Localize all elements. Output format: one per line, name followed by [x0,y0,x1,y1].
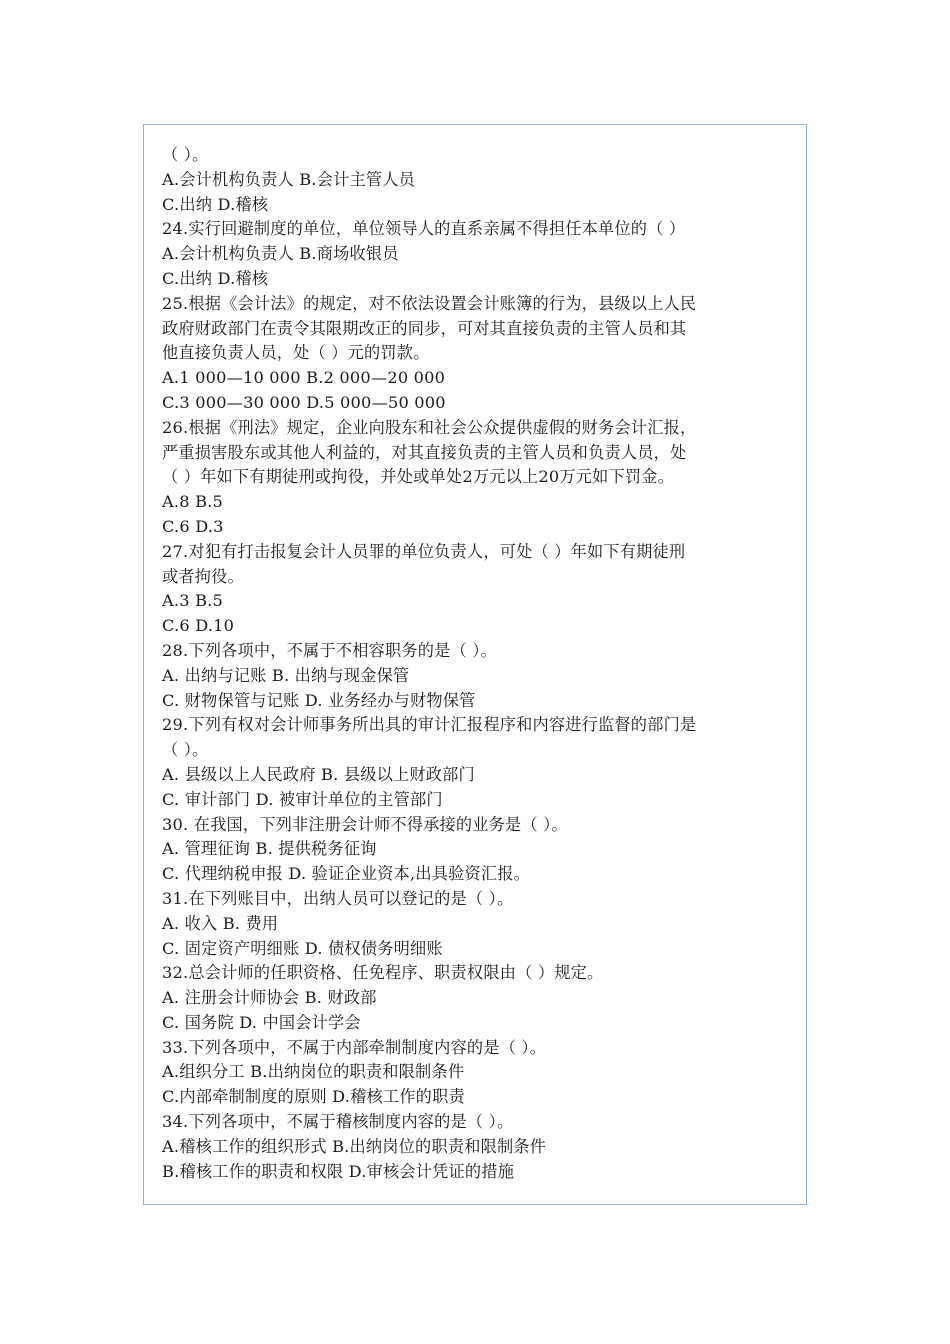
text-line: A.稽核工作的组织形式 B.出纳岗位的职责和限制条件 [162,1136,547,1156]
text-line: 29.下列有权对会计师事务所出具的审计汇报程序和内容进行监督的部门是 [162,715,697,735]
text-line: C. 审计部门 D. 被审计单位的主管部门 [162,789,443,809]
text-line: 或者拘役。 [162,566,244,586]
text-line: C.出纳 D.稽核 [162,268,269,288]
text-line: 28.下列各项中，不属于不相容职务的是（ ）。 [162,640,497,660]
text-line: A. 注册会计师协会 B. 财政部 [162,988,377,1008]
text-line: A.3 B.5 [162,591,224,611]
text-line: 他直接负责人员，处（ ）元的罚款。 [162,343,430,363]
text-line: C. 固定资产明细账 D. 债权债务明细账 [162,938,443,958]
text-line: 严重损害股东或其他人利益的，对其直接负责的主管人员和负责人员，处 [162,442,687,462]
text-line: A. 县级以上人民政府 B. 县级以上财政部门 [162,764,475,784]
text-line: A.组织分工 B.出纳岗位的职责和限制条件 [162,1062,465,1082]
text-line: 31.在下列账目中，出纳人员可以登记的是（ ）。 [162,888,514,908]
text-line: C. 国务院 D. 中国会计学会 [162,1012,361,1032]
text-line: C. 代理纳税申报 D. 验证企业资本,出具验资汇报。 [162,864,531,884]
text-line: A. 管理征询 B. 提供税务征询 [162,839,377,859]
text-line: （ ）。 [162,145,209,164]
text-line: C.出纳 D.稽核 [162,194,269,214]
text-line: 33.下列各项中，不属于内部牵制制度内容的是（ ）。 [162,1037,547,1057]
text-line: A. 收入 B. 费用 [162,913,279,933]
text-line: A.8 B.5 [162,492,224,512]
text-line: 25.根据《会计法》的规定，对不依法设置会计账簿的行为，县级以上人民 [162,293,697,313]
text-line: A.会计机构负责人 B.会计主管人员 [162,169,416,189]
text-line: C.3 000—30 000 D.5 000—50 000 [162,392,446,412]
text-line: （ ）。 [162,740,209,760]
text-line: C.6 D.3 [162,516,224,536]
text-line: B.稽核工作的职责和权限 D.审核会计凭证的措施 [162,1161,515,1181]
text-line: 30. 在我国，下列非注册会计师不得承接的业务是（ ）。 [162,814,568,834]
text-line: 政府财政部门在责令其限期改正的同步，可对其直接负责的主管人员和其 [162,318,687,338]
text-line: 24.实行回避制度的单位，单位领导人的直系亲属不得担任本单位的（ ） [162,219,686,239]
text-line: 26.根据《刑法》规定，企业向股东和社会公众提供虚假的财务会计汇报， [162,417,697,437]
text-line: （ ）年如下有期徒刑或拘役，并处或单处2万元以上20万元如下罚金。 [162,467,675,487]
text-line: C.6 D.10 [162,616,235,636]
question-text-block [162,143,792,1184]
text-line: A. 出纳与记账 B. 出纳与现金保管 [162,665,410,685]
text-line: A.会计机构负责人 B.商场收银员 [162,244,399,264]
text-line: A.1 000—10 000 B.2 000—20 000 [162,368,446,388]
text-line: C.内部牵制制度的原则 D.稽核工作的职责 [162,1087,465,1107]
text-line: C. 财物保管与记账 D. 业务经办与财物保管 [162,690,476,710]
text-line: 32.总会计师的任职资格、任免程序、职责权限由（ ）规定。 [162,963,604,983]
text-line: 34.下列各项中，不属于稽核制度内容的是（ ）。 [162,1112,514,1132]
text-line: 27.对犯有打击报复会计人员罪的单位负责人，可处（ ）年如下有期徒刑 [162,541,686,561]
